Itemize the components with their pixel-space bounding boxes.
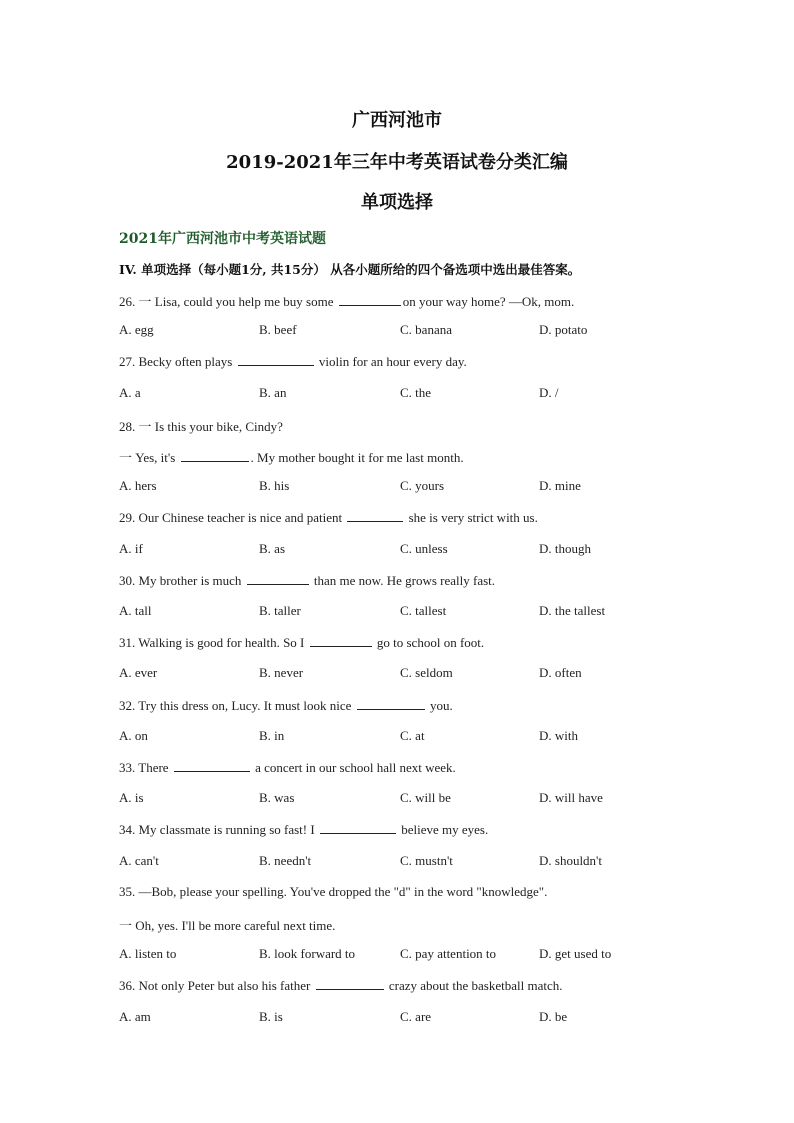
question-text: 29. Our Chinese teacher is nice and patient xyxy=(119,510,346,526)
option-a: A. is xyxy=(119,790,144,806)
answer-blank xyxy=(316,977,384,990)
question-28-line-2 xyxy=(119,447,464,466)
question-text: 32. Try this dress on, Lucy. It must look nice xyxy=(119,697,355,713)
option-c: C. pay attention to xyxy=(400,946,497,962)
question-33-stem xyxy=(119,759,456,776)
answer-blank xyxy=(320,821,396,834)
option-d: D. with xyxy=(539,727,578,743)
option-b: B. beef xyxy=(259,322,297,338)
option-d: D. get used to xyxy=(539,946,612,962)
question-text: 一 Yes, it's xyxy=(119,450,179,465)
question-text: violin for an hour every day. xyxy=(315,354,467,370)
answer-blank xyxy=(174,759,250,772)
option-a: A. hers xyxy=(119,478,157,494)
option-d: D. often xyxy=(539,665,582,681)
answer-blank xyxy=(247,572,309,585)
question-32-stem xyxy=(119,697,453,714)
option-c: C. banana xyxy=(400,322,452,338)
option-b: B. is xyxy=(259,1008,283,1024)
doc-title-topic: 单项选择 xyxy=(361,192,433,213)
instructions: IV. 单项选择（每小题1分, 共15分） 从各小题所给的四个备选项中选出最佳答案。 xyxy=(119,262,581,277)
question-35-stem xyxy=(119,884,547,900)
option-b: B. an xyxy=(259,384,287,400)
question-36-stem xyxy=(119,977,562,994)
question-text: a concert in our school hall next week. xyxy=(251,760,456,775)
option-c: C. at xyxy=(400,727,425,743)
option-a: A. on xyxy=(119,727,148,743)
option-c: C. are xyxy=(400,1008,432,1024)
option-c: C. unless xyxy=(400,540,448,556)
doc-title-main: 2019-2021年三年中考英语试卷分类汇编 xyxy=(226,152,568,173)
option-a: A. egg xyxy=(119,322,154,338)
option-d: D. / xyxy=(539,384,559,400)
answer-blank xyxy=(310,634,372,647)
option-c: C. the xyxy=(400,384,432,400)
option-a: A. can't xyxy=(119,852,159,868)
option-c: C. will be xyxy=(400,790,451,806)
option-d: D. the tallest xyxy=(539,603,606,618)
answer-blank xyxy=(339,293,401,306)
question-text: crazy about the basketball match. xyxy=(385,978,563,994)
question-34-stem xyxy=(119,821,488,838)
option-a: A. tall xyxy=(119,603,152,618)
question-35-line-2 xyxy=(119,915,335,934)
option-a: A. listen to xyxy=(119,946,177,962)
section-title: 2021年广西河池市中考英语试题 xyxy=(119,231,326,247)
question-text: 27. Becky often plays xyxy=(119,354,236,370)
question-text: 35. —Bob, please your spelling. You've dropped the "d" in the word "knowledge". xyxy=(119,883,548,899)
option-b: B. look forward to xyxy=(259,946,356,962)
option-a: A. if xyxy=(119,540,143,556)
question-text: believe my eyes. xyxy=(397,822,489,838)
option-d: D. shouldn't xyxy=(539,852,603,868)
question-30-stem xyxy=(119,572,495,589)
question-text: 28. 一 Is this your bike, Cindy? xyxy=(119,418,283,434)
option-b: B. was xyxy=(259,790,295,806)
option-c: C. yours xyxy=(400,478,445,494)
question-27-stem xyxy=(119,353,467,370)
option-a: A. am xyxy=(119,1008,151,1024)
question-text: 31. Walking is good for health. So I xyxy=(119,635,308,651)
option-c: C. mustn't xyxy=(400,852,453,868)
option-b: B. taller xyxy=(259,603,301,618)
option-a: A. a xyxy=(119,384,141,400)
question-text: . My mother bought it for me last month. xyxy=(250,450,464,465)
option-d: D. will have xyxy=(539,790,603,806)
question-text: on your way home? —Ok, mom. xyxy=(402,294,575,309)
question-text: than me now. He grows really fast. xyxy=(310,572,496,588)
question-text: 26. 一 Lisa, could you help me buy some xyxy=(119,294,337,309)
option-c: C. tallest xyxy=(400,603,447,618)
answer-blank xyxy=(181,449,249,462)
option-b: B. needn't xyxy=(259,852,312,868)
option-d: D. potato xyxy=(539,322,588,338)
option-b: B. in xyxy=(259,727,285,743)
option-d: D. mine xyxy=(539,478,581,494)
question-text: 33. There xyxy=(119,760,172,775)
doc-title-city: 广西河池市 xyxy=(352,110,442,131)
question-text: 34. My classmate is running so fast! I xyxy=(119,822,318,838)
option-c: C. seldom xyxy=(400,665,453,681)
question-text: go to school on foot. xyxy=(373,635,485,651)
answer-blank xyxy=(347,509,403,522)
question-text: 36. Not only Peter but also his father xyxy=(119,978,314,994)
option-b: B. never xyxy=(259,665,304,681)
option-d: D. be xyxy=(539,1008,568,1024)
question-text: 一 Oh, yes. I'll be more careful next time. xyxy=(119,918,336,933)
answer-blank xyxy=(238,353,314,366)
question-26-stem xyxy=(119,291,574,310)
option-b: B. his xyxy=(259,478,290,494)
question-text: 30. My brother is much xyxy=(119,572,245,588)
question-31-stem xyxy=(119,634,484,651)
option-a: A. ever xyxy=(119,665,158,681)
question-28-stem xyxy=(119,416,283,435)
question-text: she is very strict with us. xyxy=(405,510,538,526)
answer-blank xyxy=(357,697,425,710)
question-text: you. xyxy=(426,697,453,713)
option-d: D. though xyxy=(539,540,591,556)
option-b: B. as xyxy=(259,540,285,556)
question-29-stem xyxy=(119,509,538,526)
